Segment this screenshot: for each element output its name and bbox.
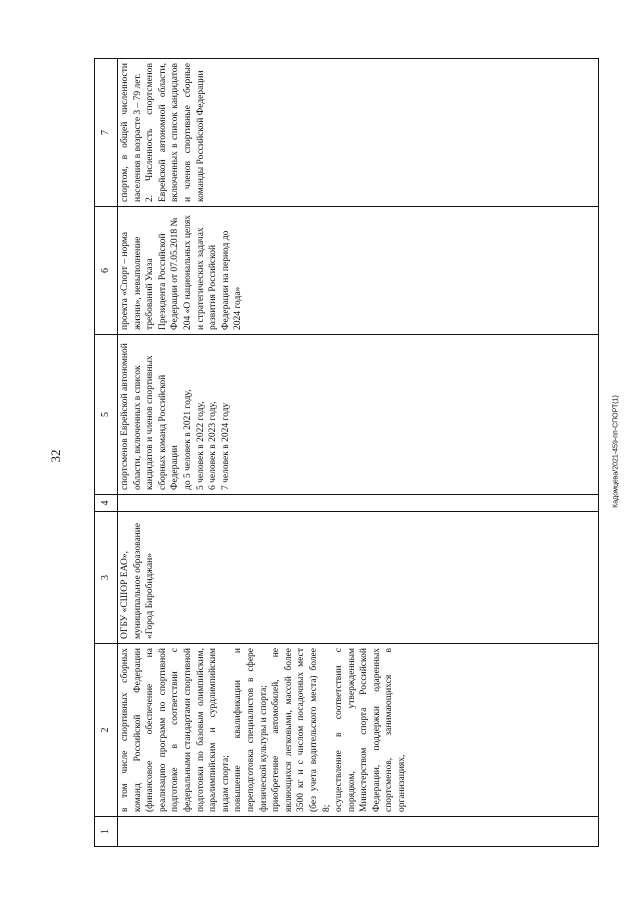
column-header-1: 1	[95, 817, 118, 847]
column-header-7: 7	[95, 59, 118, 207]
cell-col-4	[118, 495, 599, 512]
cell-col-6-consequences: проекта «Спорт – норма жизни», невыполнение требований Указа Президента Российской Федерации от 07.05.2018 № 204 «О национальных целях и стратегических задачах развития Российской Федерации на период до 2024 года»	[118, 207, 599, 335]
column-header-3: 3	[95, 512, 118, 644]
page-number: 32	[48, 449, 63, 463]
cell-col-1	[118, 817, 599, 847]
column-header-5: 5	[95, 335, 118, 495]
column-header-6: 6	[95, 207, 118, 335]
header-row	[95, 59, 118, 847]
cell-col-3-responsible: ОГБУ «СШОР ЕАО», муниципальное образование «Город Биробиджан»	[118, 512, 599, 644]
program-table	[94, 58, 599, 847]
cell-col-2-measure-description: в том числе спортивных сборных команд Российской Федерации (финансовое обеспечение на реализацию программ по спортивной подготовке в соответствии с федеральными стандартами спортивной подготовки по базовым олимпийским, паралимпийским и сурдлимпийским видам спорта; повышение квалификации и переподготовка специалистов в сфере физической культуры и спорта; приобретение автомобилей, не являющихся легковыми, массой более 3500 кг и с числом посадочных мест (без учета водительского места) более 8; осуществление в соответствии с порядком, утвержденным Министерством спорта Российской Федерации, поддержки одаренных спортсменов, занимающихся в организациях,	[118, 644, 599, 817]
rotated-table-sheet	[94, 59, 599, 847]
cell-col-5-targets: спортсменов Еврейской автономной области, включенных в список кандидатов и членов спортивных сборных команд Российской Федерации до 5 человек в 2021 году, 5 человек в 2022 году, 6 человек в 2023 году, 7 человек в 2024 году	[118, 335, 599, 495]
table-row	[118, 59, 599, 847]
column-header-4: 4	[95, 495, 118, 512]
column-header-2: 2	[95, 644, 118, 817]
cell-col-7-indicators: спортом, в общей численности населения в возрасте 3 – 79 лет. 2. Численность спортсменов Еврейской автономной области, включенных в список кандидатов и членов спортивные сборные команды Российской Федерации	[118, 59, 599, 207]
document-code: Кадомцева/2021-459-пп-СПОРТ(1)	[612, 395, 620, 508]
